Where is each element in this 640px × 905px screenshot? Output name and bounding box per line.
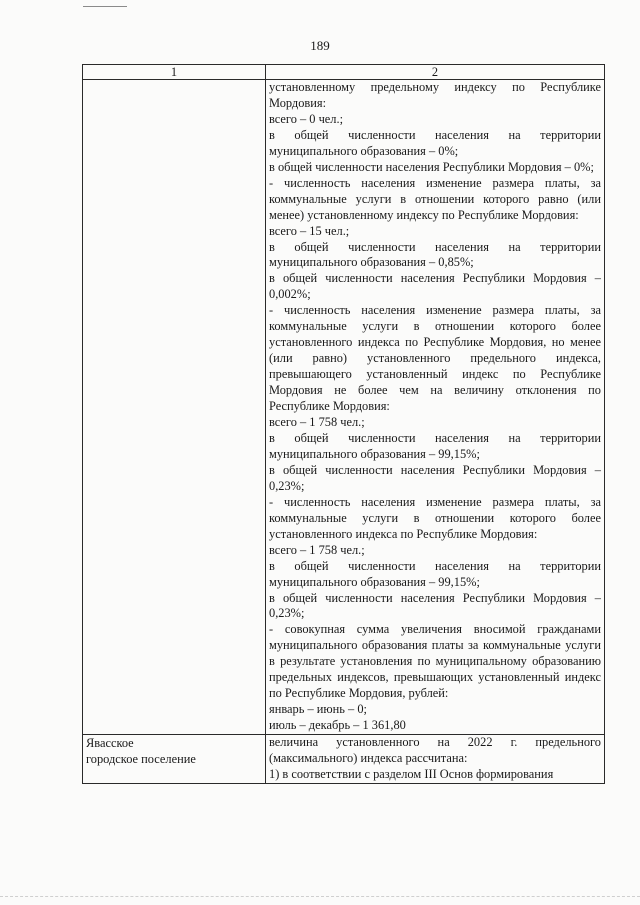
cell-paragraph: в общей численности населения на территории муниципального образования – 0,85%;: [269, 239, 601, 270]
table-row: [83, 80, 605, 735]
cell-paragraph: январь – июнь – 0;: [269, 702, 367, 717]
description-text: [269, 80, 601, 734]
description-cell: [266, 735, 605, 784]
table-row: [83, 735, 605, 784]
cell-paragraph: установленному предельному индексу по Республике Мордовия:: [269, 80, 601, 110]
cell-paragraph: всего – 1 758 чел.;: [269, 415, 365, 430]
municipality-cell-empty: [83, 80, 266, 735]
description-text: [269, 735, 601, 783]
cell-paragraph: - численность населения изменение размера платы, за коммунальные услуги в отношении которого более установленного индекса по Республике Мордовия, но менее (или равно) установленного предельного индекса, превышающего установленный индекс по Республике Мордовия не более чем на величину отклонения по Республике Мордовия:: [269, 303, 601, 414]
cell-paragraph: - численность населения изменение размера платы, за коммунальные услуги в отношении которого более установленного индекса по Республике Мордовия:: [269, 494, 601, 541]
cell-paragraph: 1) в соответствии с разделом III Основ формирования: [269, 766, 554, 781]
scan-edge-line: [83, 6, 127, 7]
cell-paragraph: - численность населения изменение размера платы, за коммунальные услуги в отношении которого равно (или менее) установленному индексу по Республике Мордовия:: [269, 175, 601, 222]
scan-edge-line: [0, 896, 640, 897]
cell-paragraph: всего – 0 чел.;: [269, 111, 344, 126]
cell-paragraph: в общей численности населения Республики Мордовия – 0,23%;: [269, 590, 601, 621]
cell-paragraph: в общей численности населения Республики Мордовия – 0%;: [269, 159, 594, 174]
cell-paragraph: в общей численности населения на территории муниципального образования – 99,15%;: [269, 430, 601, 461]
municipality-cell: [83, 735, 266, 784]
description-cell: [266, 80, 605, 735]
municipality-type: городское поселение: [86, 752, 196, 767]
cell-paragraph: - совокупная сумма увеличения вносимой гражданами муниципального образования платы за коммунальные услуги в результате установления по муниципальному образованию предельных индексов, превышающих установленный индекс по Республике Мордовия, рублей:: [269, 622, 601, 701]
column-header-1: 1: [83, 65, 266, 80]
cell-paragraph: величина установленного на 2022 г. предельного (максимального) индекса рассчитана:: [269, 735, 601, 766]
cell-paragraph: всего – 15 чел.;: [269, 223, 350, 238]
cell-paragraph: в общей численности населения Республики Мордовия – 0,23%;: [269, 462, 601, 493]
municipality-name: Явасское: [86, 736, 134, 751]
cell-paragraph: всего – 1 758 чел.;: [269, 542, 365, 557]
column-header-2: 2: [266, 65, 605, 80]
page-number: 189: [310, 38, 330, 53]
cell-paragraph: июль – декабрь – 1 361,80: [269, 718, 406, 733]
document-table: [82, 64, 605, 784]
cell-paragraph: в общей численности населения на территории муниципального образования – 0%;: [269, 127, 601, 158]
cell-paragraph: в общей численности населения на территории муниципального образования – 99,15%;: [269, 558, 601, 589]
cell-paragraph: в общей численности населения Республики Мордовия – 0,002%;: [269, 271, 601, 302]
table-header-row: [83, 65, 605, 80]
